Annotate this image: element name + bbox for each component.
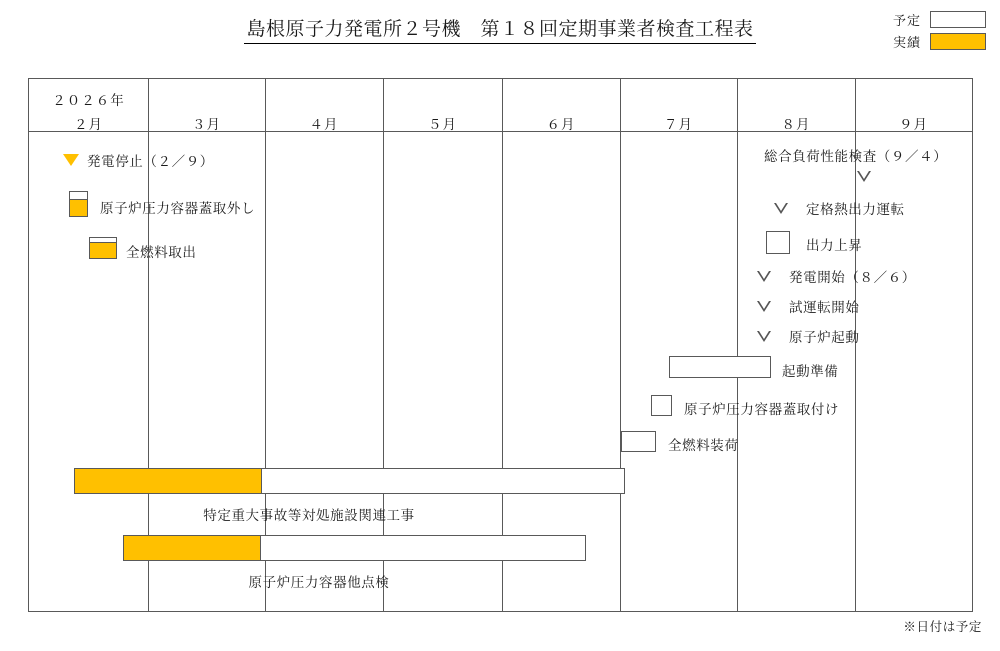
legend-item-planned <box>846 8 986 30</box>
bar-rpv-head-removal-actual <box>70 199 87 216</box>
legend-swatch-actual <box>930 33 986 50</box>
label-rpv-head-install: 原子炉圧力容器蓋取付け <box>684 402 840 417</box>
timeline-month-jun: ６月 <box>546 117 576 132</box>
grid-line-apr <box>265 79 266 611</box>
label-specific-severe-accident-works: 特定重大事故等対処施設関連工事 <box>203 508 415 523</box>
milestone-load-performance-test-icon <box>857 171 871 182</box>
bar-startup-preparation <box>669 356 771 378</box>
grid-line-aug <box>737 79 738 611</box>
timeline-year-label: ２０２６年 <box>52 93 125 108</box>
timeline-month-apr: ４月 <box>309 117 339 132</box>
bar-fuel-load <box>621 431 656 452</box>
bar-rpv-other-inspection-actual <box>124 536 261 560</box>
bar-specific-severe-accident-works-actual <box>75 469 262 493</box>
timeline-month-feb: ２月 <box>74 117 103 132</box>
label-fuel-unload: 全燃料取出 <box>126 245 197 260</box>
timeline-month-mar: ３月 <box>192 117 221 132</box>
bar-rpv-other-inspection <box>123 535 586 561</box>
milestone-power-stop-icon <box>63 154 79 166</box>
legend <box>846 8 986 52</box>
milestone-power-generation-start-icon <box>757 271 771 282</box>
milestone-rated-thermal-output-icon <box>774 203 788 214</box>
milestone-reactor-startup-icon <box>757 331 771 342</box>
milestone-trial-operation-start-icon <box>757 301 771 312</box>
footnote: ※日付は予定 <box>903 620 982 634</box>
label-power-generation-start: 発電開始（８／６） <box>789 270 916 285</box>
label-load-performance-test: 総合負荷性能検査（９／４） <box>764 149 948 164</box>
timeline-month-sep: ９月 <box>899 117 928 132</box>
grid-line-jul <box>620 79 621 611</box>
timeline-month-jul: ７月 <box>664 117 693 132</box>
label-power-ascension: 出力上昇 <box>806 238 863 253</box>
bar-power-ascension <box>766 231 790 254</box>
grid-line-jun <box>502 79 503 611</box>
bar-fuel-unload <box>89 237 117 259</box>
timeline-month-aug: ８月 <box>781 117 811 132</box>
legend-item-actual <box>846 30 986 52</box>
label-fuel-load: 全燃料装荷 <box>668 438 739 453</box>
label-trial-operation-start: 試運転開始 <box>789 300 860 315</box>
legend-label-actual: 実績 <box>892 34 921 50</box>
timeline-month-may: ５月 <box>428 117 457 132</box>
label-rpv-head-removal: 原子炉圧力容器蓋取外し <box>100 201 256 216</box>
grid-line-may <box>383 79 384 611</box>
bar-rpv-head-removal <box>69 191 88 217</box>
legend-swatch-planned <box>930 11 986 28</box>
bar-rpv-head-install <box>651 395 672 416</box>
page-title-text: 島根原子力発電所２号機 第１８回定期事業者検査工程表 <box>244 14 755 44</box>
bar-fuel-unload-actual <box>90 242 116 258</box>
label-startup-preparation: 起動準備 <box>782 364 839 379</box>
gantt-chart <box>28 78 973 612</box>
bar-specific-severe-accident-works <box>74 468 625 494</box>
label-power-stop: 発電停止（２／９） <box>87 154 214 169</box>
label-rated-thermal-output: 定格熱出力運転 <box>806 202 905 217</box>
legend-label-planned: 予定 <box>892 12 921 28</box>
label-reactor-startup: 原子炉起動 <box>789 330 860 345</box>
label-rpv-other-inspection: 原子炉圧力容器他点検 <box>248 575 390 590</box>
